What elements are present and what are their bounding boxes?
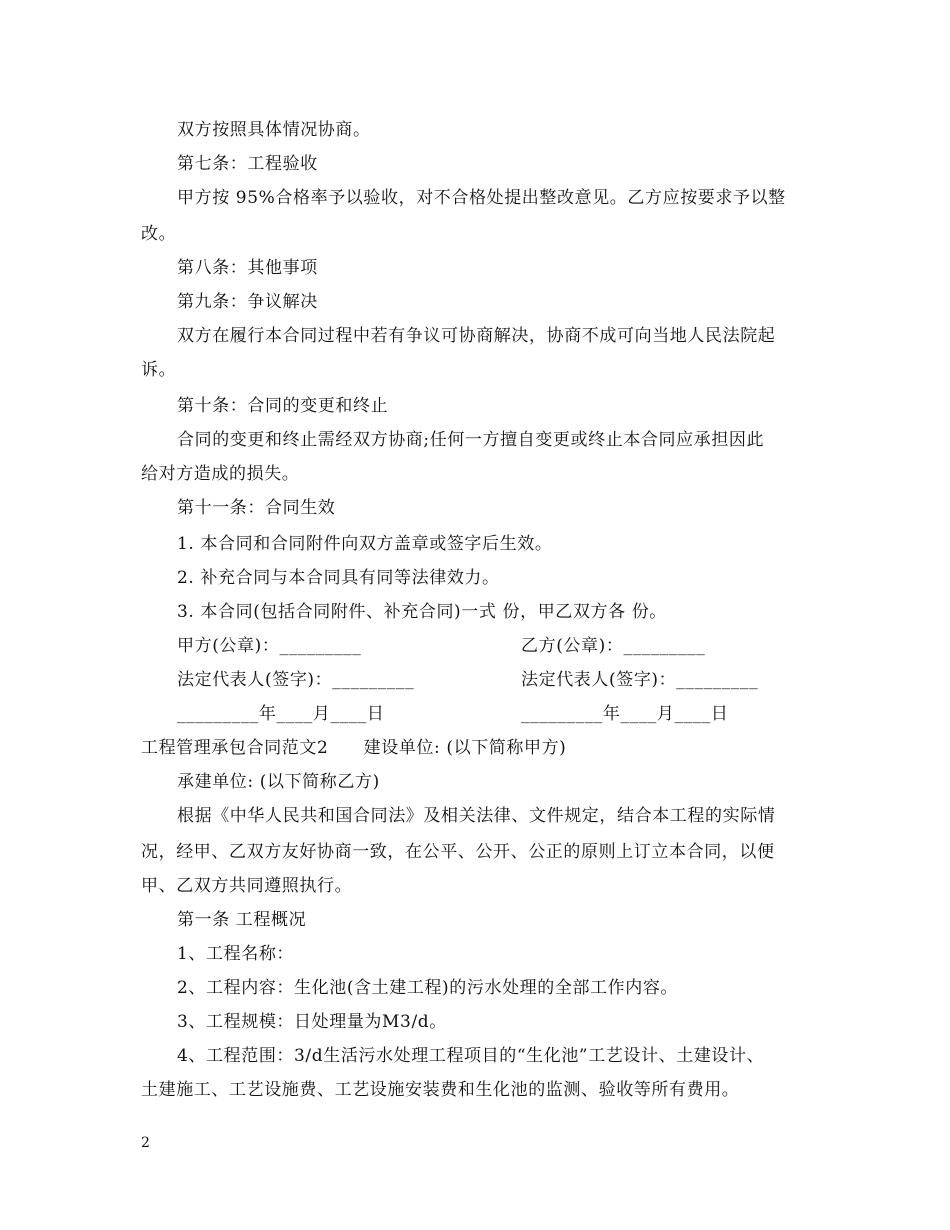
list-item: 3. 本合同(包括合同附件、补充合同)一式 份，甲乙双方各 份。: [177, 602, 667, 622]
list-item: 1. 本合同和合同附件向双方盖章或签字后生效。: [177, 534, 553, 554]
paragraph-line: 甲、乙双方共同遵照执行。: [141, 876, 353, 896]
section-title: 工程管理承包合同范文2 建设单位: (以下简称甲方): [141, 738, 567, 758]
paragraph-line: 诉。: [141, 360, 177, 380]
paragraph-line: 承建单位: (以下简称乙方): [177, 772, 380, 792]
paragraph-line: 土建施工、工艺设施费、工艺设施安装费和生化池的监测、验收等所有费用。: [141, 1080, 740, 1100]
list-item: 2. 补充合同与本合同具有同等法律效力。: [177, 568, 500, 588]
article-heading: 第八条：其他事项: [177, 258, 318, 278]
paragraph-line: 合同的变更和终止需经双方协商;任何一方擅自变更或终止本合同应承担因此: [177, 430, 765, 450]
article-heading: 第七条：工程验收: [177, 154, 318, 174]
party-b-representative: 法定代表人(签字)：_________: [521, 670, 759, 690]
party-b-seal: 乙方(公章)：_________: [521, 636, 706, 656]
party-b-date: _________年____月____日: [521, 704, 729, 724]
paragraph-line: 根据《中华人民共和国合同法》及相关法律、文件规定，结合本工程的实际情: [177, 806, 776, 826]
article-heading: 第一条 工程概况: [177, 910, 307, 930]
list-item: 3、工程规模：日处理量为M3/d。: [177, 1012, 447, 1032]
list-item: 2、工程内容：生化池(含土建工程)的污水处理的全部工作内容。: [177, 978, 679, 998]
paragraph-line: 双方在履行本合同过程中若有争议可协商解决，协商不成可向当地人民法院起: [177, 326, 776, 346]
article-heading: 第九条：争议解决: [177, 292, 318, 312]
party-a-date: _________年____月____日: [177, 704, 385, 724]
paragraph-line: 况，经甲、乙双方友好协商一致，在公平、公开、公正的原则上订立本合同，以便: [141, 842, 775, 862]
party-a-representative: 法定代表人(签字)：_________: [177, 670, 415, 690]
article-heading: 第十条：合同的变更和终止: [177, 396, 389, 416]
paragraph-line: 甲方按 95%合格率予以验收，对不合格处提出整改意见。乙方应按要求予以整: [177, 188, 786, 208]
party-a-seal: 甲方(公章)：_________: [177, 636, 362, 656]
paragraph-line: 改。: [141, 224, 177, 244]
list-item: 4、工程范围：3/d生活污水处理工程项目的“生化池”工艺设计、土建设计、: [177, 1046, 765, 1066]
page-number: 2: [141, 1135, 150, 1151]
article-heading: 第十一条：合同生效: [177, 498, 336, 518]
list-item: 1、工程名称：: [177, 944, 295, 964]
paragraph-line: 双方按照具体情况协商。: [177, 120, 371, 140]
paragraph-line: 给对方造成的损失。: [141, 464, 300, 484]
